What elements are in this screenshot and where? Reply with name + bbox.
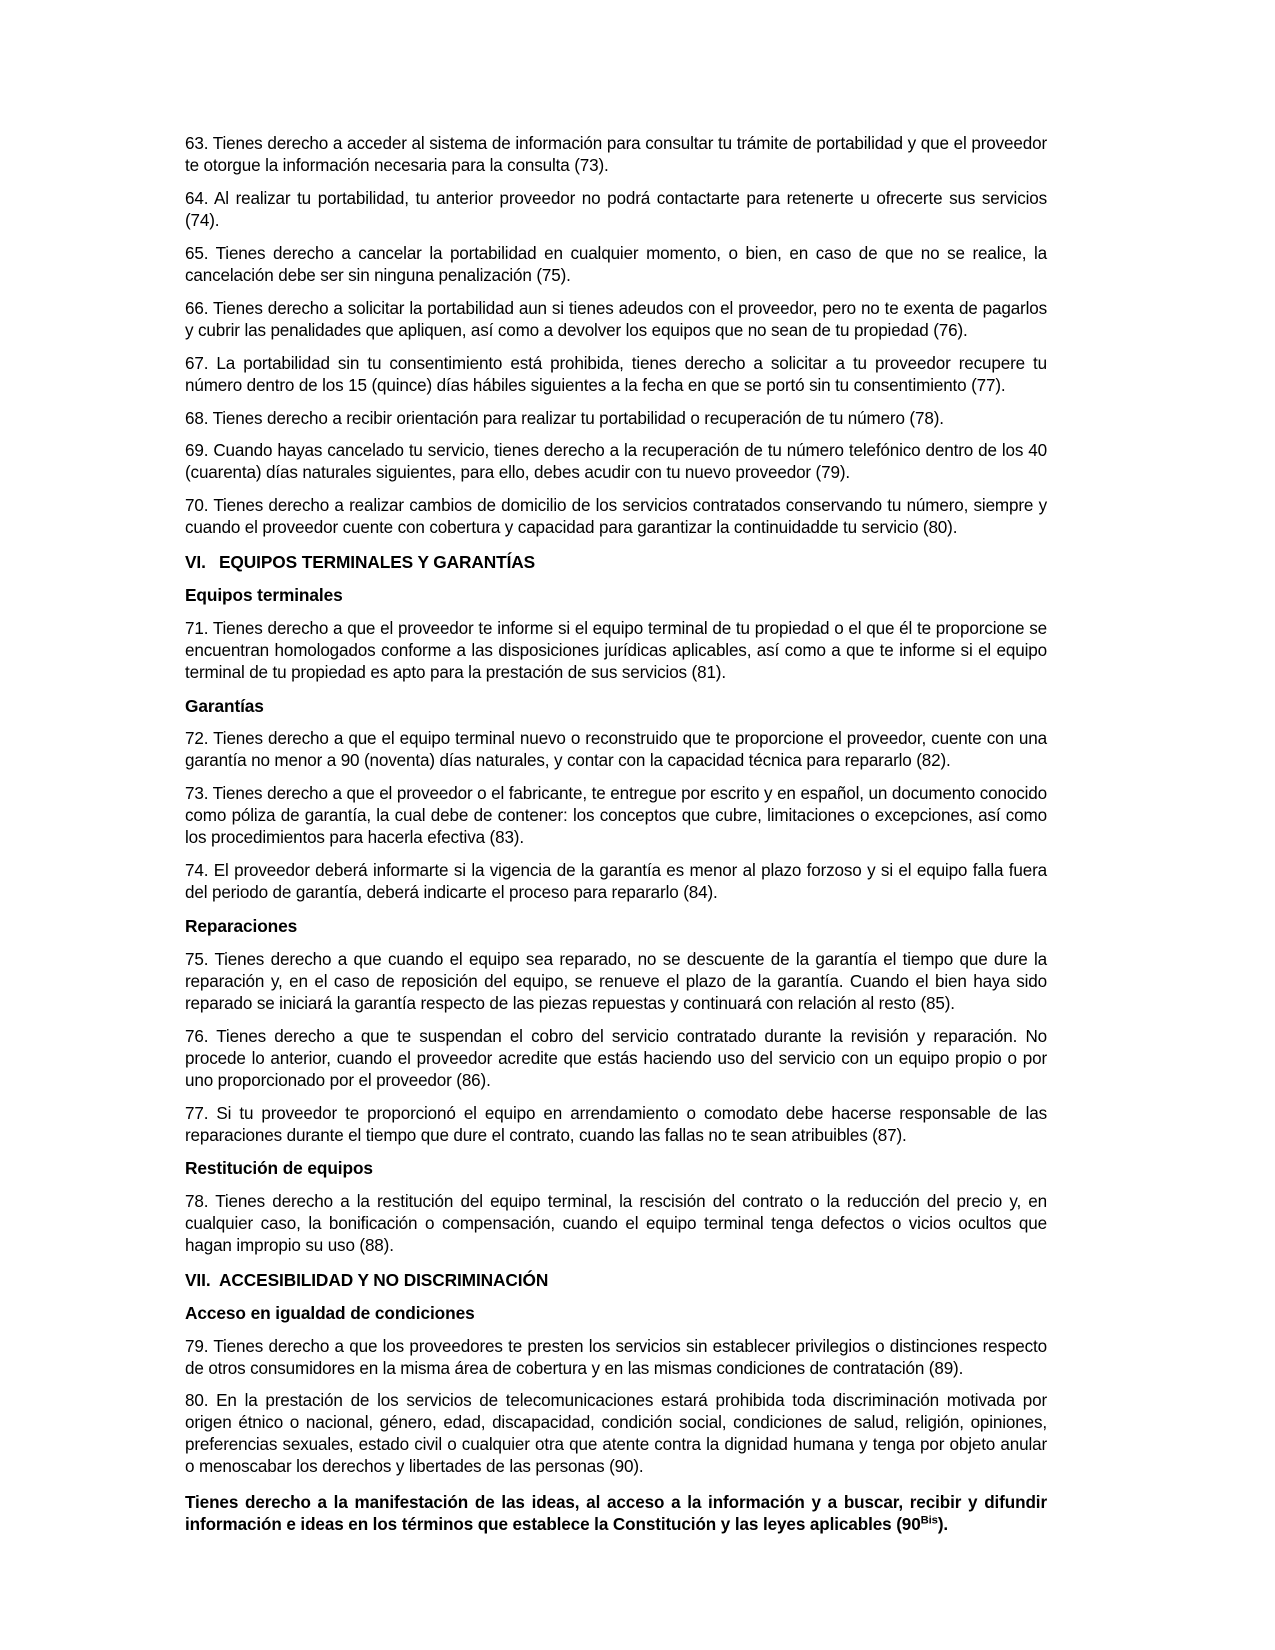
paragraph-number-67: 67. xyxy=(185,353,209,373)
subheading-reparaciones: Reparaciones xyxy=(185,916,298,937)
paragraph-69 xyxy=(185,440,1047,484)
paragraph-text-67: La portabilidad sin tu consentimiento está prohibida, tienes derecho a solicitar a tu proveedor recupere tu número dentro de los 15 (quince) días hábiles siguientes a la fecha en que se portó sin tu consentimiento (77). xyxy=(185,353,1048,395)
paragraph-66 xyxy=(185,298,1047,342)
paragraph-number-63: 63. xyxy=(185,134,209,153)
closing-statement-tail: ). xyxy=(937,1515,949,1535)
paragraph-number-79: 79. xyxy=(185,1336,209,1356)
paragraph-number-73: 73. xyxy=(185,784,209,804)
paragraph-65 xyxy=(185,243,1047,287)
section-numeral-vi: VI. xyxy=(185,552,206,573)
section-numeral-vii: VII. xyxy=(185,1270,211,1291)
paragraph-76 xyxy=(185,1026,1047,1092)
subheading-acceso-en-igualdad-de-condiciones: Acceso en igualdad de condiciones xyxy=(185,1302,475,1323)
paragraph-78 xyxy=(185,1191,1047,1257)
paragraph-number-72: 72. xyxy=(185,729,209,749)
paragraph-number-80: 80. xyxy=(185,1391,209,1411)
closing-statement-text: Tienes derecho a la manifestación de las ideas, al acceso a la información y a buscar, recibir y difundir información e ideas en los términos que establece la Constitución y las leyes aplicables (90 xyxy=(185,1493,1047,1535)
paragraph-70 xyxy=(185,495,1047,539)
paragraph-72 xyxy=(185,728,1047,772)
paragraph-text-76: Tienes derecho a que te suspendan el cobro del servicio contratado durante la revisión y reparación. No procede lo anterior, cuando el proveedor acredite que estás haciendo uso del servicio con un equipo propio o por uno proporcionado por el proveedor (86). xyxy=(185,1026,1047,1090)
paragraph-number-75: 75. xyxy=(185,949,209,969)
subheading-restitucion-de-equipos: Restitución de equipos xyxy=(185,1158,373,1179)
paragraph-79 xyxy=(185,1336,1047,1380)
section-heading-vi xyxy=(185,552,1047,573)
paragraph-text-74: El proveedor deberá informarte si la vigencia de la garantía es menor al plazo forzoso y si el equipo falla fuera del periodo de garantía, deberá indicarte el proceso para repararlo (84). xyxy=(185,861,1047,903)
paragraph-77 xyxy=(185,1103,1047,1147)
paragraph-number-74: 74. xyxy=(185,861,209,881)
paragraph-number-71: 71. xyxy=(185,618,209,638)
section-heading-vii xyxy=(185,1270,1047,1291)
paragraph-number-70: 70. xyxy=(185,496,209,516)
paragraph-67 xyxy=(185,353,1047,397)
paragraph-64 xyxy=(185,188,1047,232)
paragraph-text-70: Tienes derecho a realizar cambios de domicilio de los servicios contratados conservando tu número, siempre y cuando el proveedor cuente con cobertura y capacidad para garantizar la continuidadde tu servicio (80). xyxy=(185,496,1047,538)
paragraph-number-78: 78. xyxy=(185,1192,209,1212)
paragraph-73 xyxy=(185,783,1047,849)
paragraph-text-79: Tienes derecho a que los proveedores te presten los servicios sin establecer privilegios o distinciones respecto de otros consumidores en la misma área de cobertura y en las mismas condiciones de contratación (89). xyxy=(185,1336,1047,1378)
paragraph-number-64: 64. xyxy=(185,188,209,208)
paragraph-text-80: En la prestación de los servicios de telecomunicaciones estará prohibida toda discriminación motivada por origen étnico o nacional, género, edad, discapacidad, condición social, condiciones de salud, religión, opiniones, preferencias sexuales, estado civil o cualquier otra que atente contra la dignidad humana y tenga por objeto anular o menoscabar los derechos y libertades de las personas (90). xyxy=(185,1391,1047,1477)
paragraph-text-65: Tienes derecho a cancelar la portabilidad en cualquier momento, o bien, en caso de que no se realice, la cancelación debe ser sin ninguna penalización (75). xyxy=(185,243,1047,285)
paragraph-text-64: Al realizar tu portabilidad, tu anterior proveedor no podrá contactarte para retenerte u ofrecerte sus servicios (74). xyxy=(185,188,1048,230)
paragraph-74 xyxy=(185,860,1047,904)
paragraph-63 xyxy=(185,133,1047,177)
section-title-vi: EQUIPOS TERMINALES Y GARANTÍAS xyxy=(219,552,536,573)
paragraph-number-69: 69. xyxy=(185,441,209,461)
paragraph-text-75: Tienes derecho a que cuando el equipo sea reparado, no se descuente de la garantía el tiempo que dure la reparación y, en el caso de reposición del equipo, se renueve el plazo de la garantía. Cuando el bien haya sido reparado se iniciará la garantía respecto de las piezas repuestas y continuará con relación al resto (85). xyxy=(185,949,1047,1013)
paragraph-number-77: 77. xyxy=(185,1103,209,1123)
paragraph-number-68: 68. xyxy=(185,408,209,428)
paragraph-text-78: Tienes derecho a la restitución del equipo terminal, la rescisión del contrato o la reducción del precio y, en cualquier caso, la bonificación o compensación, cuando el equipo terminal tenga defectos o vicios ocultos que hagan impropio su uso (88). xyxy=(185,1192,1047,1256)
paragraph-text-73: Tienes derecho a que el proveedor o el fabricante, te entregue por escrito y en español, un documento conocido como póliza de garantía, la cual debe de contener: los conceptos que cubre, limitaciones o excepciones, así como los procedimientos para hacerla efectiva (83). xyxy=(185,784,1047,848)
section-title-vii: ACCESIBILIDAD Y NO DISCRIMINACIÓN xyxy=(219,1270,549,1291)
paragraph-text-71: Tienes derecho a que el proveedor te informe si el equipo terminal de tu propiedad o el que él te proporcione se encuentran homologados conforme a las disposiciones jurídicas aplicables, así como a que te informe si el equipo terminal de tu propiedad es apto para la prestación de sus servicios (81). xyxy=(185,618,1047,682)
paragraph-text-68: Tienes derecho a recibir orientación para realizar tu portabilidad o recuperación de tu número (78). xyxy=(212,408,944,428)
paragraph-number-65: 65. xyxy=(185,243,209,263)
paragraph-text-77: Si tu proveedor te proporcionó el equipo en arrendamiento o comodato debe hacerse responsable de las reparaciones durante el tiempo que dure el contrato, cuando las fallas no te sean atribuibles (87). xyxy=(185,1103,1047,1145)
paragraph-text-69: Cuando hayas cancelado tu servicio, tienes derecho a la recuperación de tu número telefónico dentro de los 40 (cuarenta) días naturales siguientes, para ello, debes acudir con tu nuevo proveedor (79). xyxy=(185,441,1047,483)
paragraph-number-76: 76. xyxy=(185,1026,209,1046)
subheading-equipos-terminales: Equipos terminales xyxy=(185,585,343,606)
paragraph-text-72: Tienes derecho a que el equipo terminal nuevo o reconstruido que te proporcione el proveedor, cuente con una garantía no menor a 90 (noventa) días naturales, y contar con la capacidad técnica para repararlo (82). xyxy=(185,729,1048,771)
document-body xyxy=(185,133,1047,1536)
paragraph-75 xyxy=(185,949,1047,1015)
paragraph-80 xyxy=(185,1390,1047,1478)
subheading-garantias: Garantías xyxy=(185,695,264,716)
paragraph-number-66: 66. xyxy=(185,298,209,318)
paragraph-71 xyxy=(185,618,1047,684)
paragraph-text-63: Tienes derecho a acceder al sistema de información para consultar tu trámite de portabilidad y que el proveedor te otorgue la información necesaria para la consulta (73). xyxy=(185,134,1047,175)
paragraph-68 xyxy=(185,408,1047,430)
paragraph-text-66: Tienes derecho a solicitar la portabilidad aun si tienes adeudos con el proveedor, pero no te exenta de pagarlos y cubrir las penalidades que apliquen, así como a devolver los equipos que no sean de tu propiedad (76). xyxy=(185,298,1047,340)
closing-statement xyxy=(185,1492,1047,1536)
closing-statement-superscript: Bis xyxy=(920,1514,938,1527)
